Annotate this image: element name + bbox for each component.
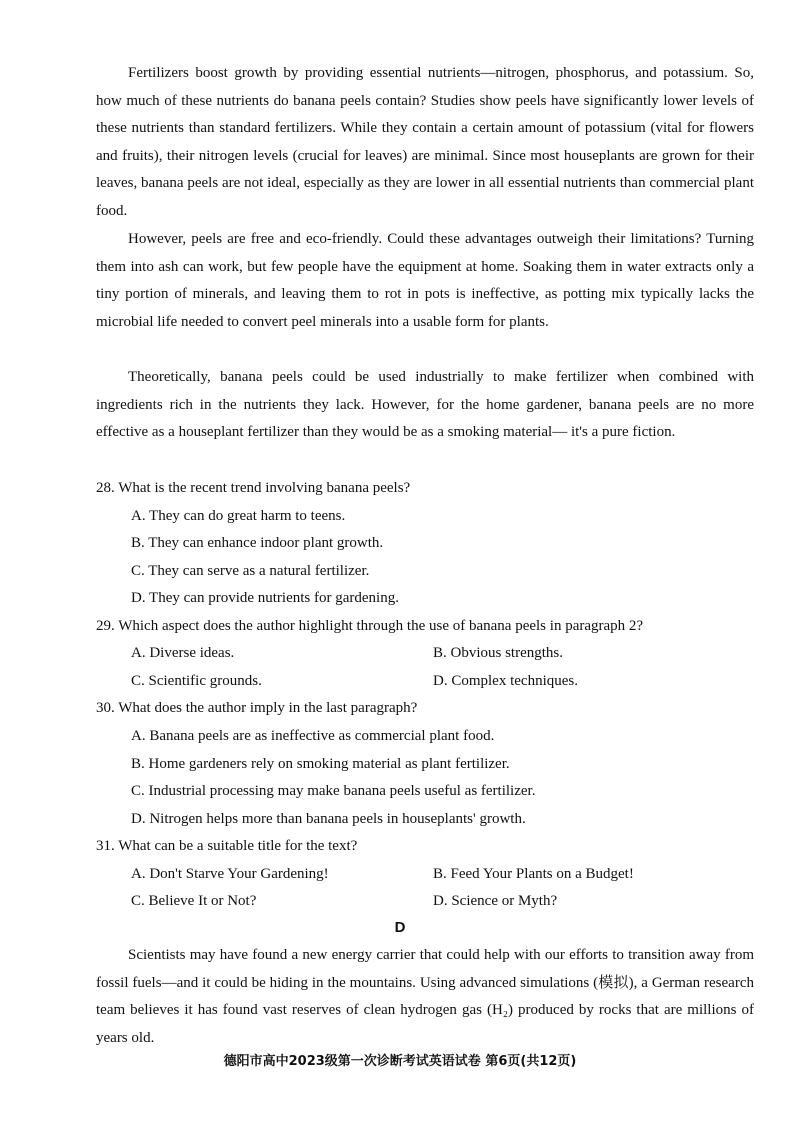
option-d: D. They can provide nutrients for gardening. bbox=[131, 590, 399, 606]
section-d-heading: D bbox=[394, 919, 406, 936]
option-d: D. Nitrogen helps more than banana peels in houseplants' growth. bbox=[131, 811, 526, 827]
option-c: C. Scientific grounds. bbox=[131, 673, 262, 689]
option-a: A. Don't Starve Your Gardening! bbox=[131, 866, 329, 882]
passage-paragraph-3: Theoretically, banana peels could be used industrially to make fertilizer when combined with ingredients rich in the nutrients they lack. However, for the home gardener, banana peels are no more effective as a houseplant fertilizer than they would be as a smoking material— it's a pure fiction. bbox=[96, 369, 754, 440]
option-d: D. Science or Myth? bbox=[433, 893, 558, 909]
passage-paragraph-2: However, peels are free and eco-friendly. Could these advantages outweigh their limitations? Turning them into ash can work, but few people have the equipment at home. Soaking them in water extracts only a tiny portion of minerals, and leaving them to rot in pots is ineffective, as potting mix typically lacks the microbial life needed to convert peel minerals into a usable form for plants. bbox=[96, 231, 754, 330]
option-a: A. Banana peels are as ineffective as commercial plant food. bbox=[131, 728, 495, 744]
option-a: A. They can do great harm to teens. bbox=[131, 508, 346, 524]
question-stem: 28. What is the recent trend involving banana peels? bbox=[96, 480, 411, 496]
option-b: B. Home gardeners rely on smoking material as plant fertilizer. bbox=[131, 756, 510, 772]
section-d-paragraph: Scientists may have found a new energy carrier that could help with our efforts to transition away from fossil fuels—and it could be hiding in the mountains. Using advanced simulations (模拟), a German research team believes it has found vast reserves of clean hydrogen gas (H₂) produced by rocks that are millions of years old. bbox=[96, 947, 754, 1046]
option-d: D. Complex techniques. bbox=[433, 673, 578, 689]
option-b: B. Obvious strengths. bbox=[433, 645, 564, 661]
option-c: C. Industrial processing may make banana peels useful as fertilizer. bbox=[131, 783, 536, 799]
question-stem: 31. What can be a suitable title for the text? bbox=[96, 838, 358, 854]
question-stem: 30. What does the author imply in the last paragraph? bbox=[96, 700, 418, 716]
passage-paragraph-1: Fertilizers boost growth by providing essential nutrients—nitrogen, phosphorus, and potassium. So, how much of these nutrients do banana peels contain? Studies show peels have significantly lower levels of these nutrients than standard fertilizers. While they contain a certain amount of potassium (vital for flowers and fruits), their nitrogen levels (crucial for leaves) are minimal. Since most houseplants are grown for their leaves, banana peels are not ideal, especially as they are lower in all essential nutrients than commercial plant food. bbox=[96, 65, 754, 219]
page-footer: 德阳市高中2023级第一次诊断考试英语试卷 第6页(共12页) bbox=[223, 1054, 577, 1069]
option-b: B. Feed Your Plants on a Budget! bbox=[433, 866, 634, 882]
option-a: A. Diverse ideas. bbox=[131, 645, 235, 661]
option-c: C. Believe It or Not? bbox=[131, 893, 257, 909]
option-c: C. They can serve as a natural fertilizer. bbox=[131, 563, 370, 579]
question-stem: 29. Which aspect does the author highlight through the use of banana peels in paragraph 2? bbox=[96, 618, 644, 634]
option-b: B. They can enhance indoor plant growth. bbox=[131, 535, 384, 551]
